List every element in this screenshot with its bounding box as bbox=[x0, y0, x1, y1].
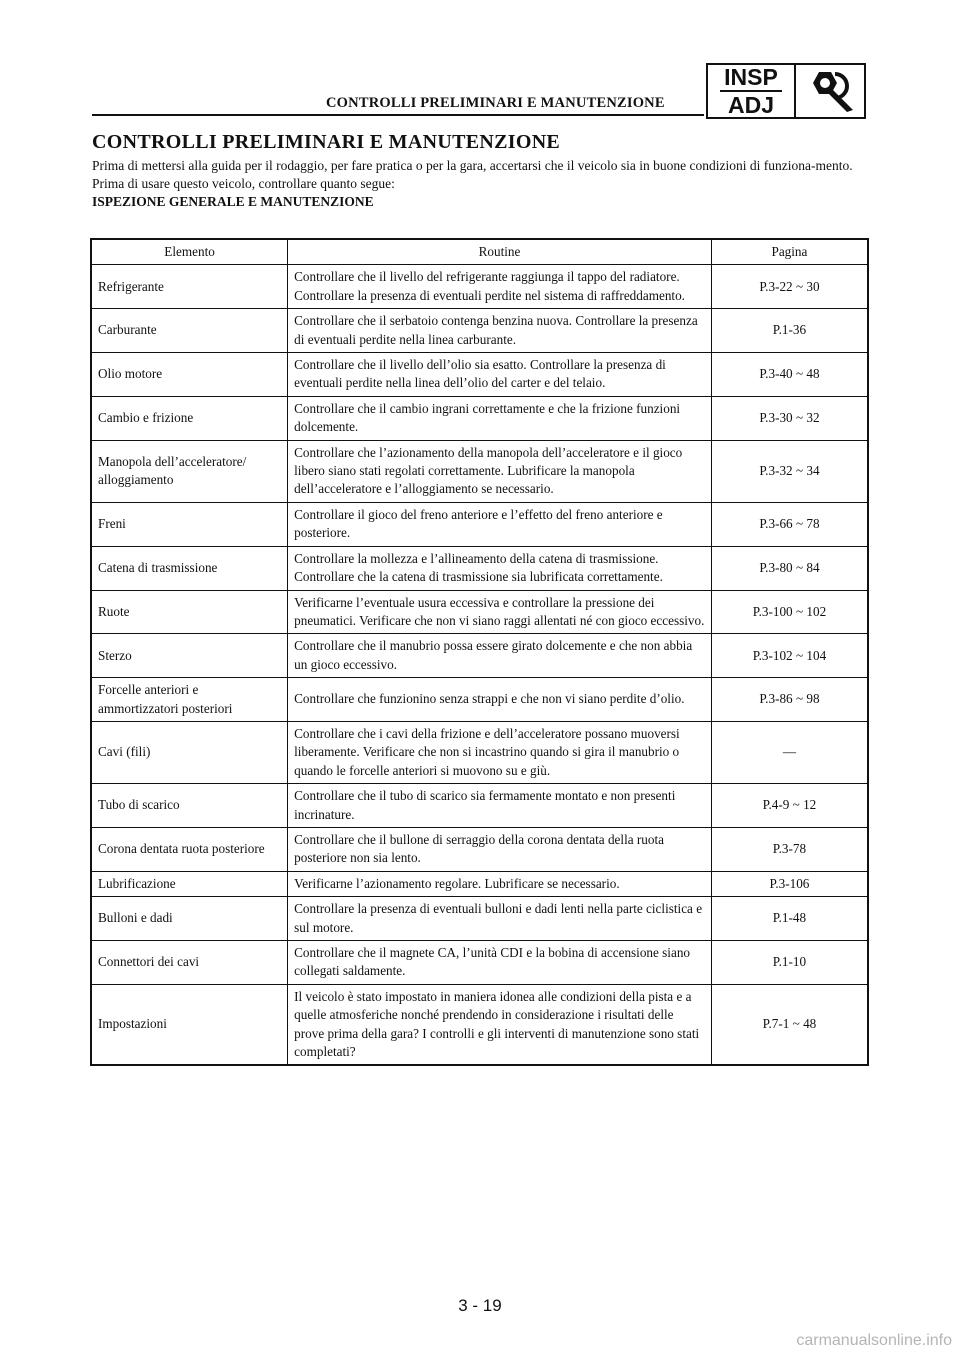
column-header-page: Pagina bbox=[711, 239, 868, 265]
cell-item: Carburante bbox=[91, 309, 288, 353]
header-rule bbox=[92, 114, 704, 116]
table-row bbox=[91, 353, 868, 397]
table-header-row bbox=[91, 239, 868, 265]
cell-page: — bbox=[711, 721, 868, 783]
cell-routine: Controllare che il magnete CA, l’unità CDI e la bobina di accensione siano collegati saldamente. bbox=[288, 941, 712, 985]
cell-page: P.3-100 ~ 102 bbox=[711, 590, 868, 634]
cell-routine: Controllare che i cavi della frizione e dell’acceleratore possano muoversi liberamente. Verificare che non si incastrino quando si gira il manubrio o quando le forcelle anteriori si muovono su e giù. bbox=[288, 721, 712, 783]
cell-item: Impostazioni bbox=[91, 984, 288, 1065]
cell-routine: Controllare che il bullone di serraggio della corona dentata della ruota posteriore non sia lento. bbox=[288, 827, 712, 871]
inspection-table bbox=[90, 238, 869, 1066]
cell-routine: Controllare che il livello del refrigerante raggiunga il tappo del radiatore. Controllare la presenza di eventuali perdite nel sistema di raffreddamento. bbox=[288, 265, 712, 309]
cell-page: P.3-30 ~ 32 bbox=[711, 396, 868, 440]
page-number: 3 - 19 bbox=[458, 1296, 502, 1315]
cell-page: P.3-80 ~ 84 bbox=[711, 546, 868, 590]
cell-page: P.3-66 ~ 78 bbox=[711, 502, 868, 546]
cell-page: P.3-86 ~ 98 bbox=[711, 678, 868, 722]
cell-routine: Verificarne l’azionamento regolare. Lubrificare se necessario. bbox=[288, 871, 712, 896]
table-row bbox=[91, 721, 868, 783]
table-row bbox=[91, 784, 868, 828]
cell-routine: Controllare che il cambio ingrani correttamente e che la frizione funzioni dolcemente. bbox=[288, 396, 712, 440]
cell-page: P.1-36 bbox=[711, 309, 868, 353]
table-row bbox=[91, 309, 868, 353]
cell-item: Connettori dei cavi bbox=[91, 941, 288, 985]
table-row bbox=[91, 396, 868, 440]
cell-item: Sterzo bbox=[91, 634, 288, 678]
table-row bbox=[91, 941, 868, 985]
cell-routine: Verificarne l’eventuale usura eccessiva e controllare la pressione dei pneumatici. Verificare che non vi siano raggi allentati né con gioco eccessivo. bbox=[288, 590, 712, 634]
cell-item: Tubo di scarico bbox=[91, 784, 288, 828]
cell-page: P.3-32 ~ 34 bbox=[711, 440, 868, 502]
cell-routine: Controllare la mollezza e l’allineamento della catena di trasmissione. Controllare che la catena di trasmissione sia lubrificata correttamente. bbox=[288, 546, 712, 590]
cell-item: Cambio e frizione bbox=[91, 396, 288, 440]
table-row bbox=[91, 590, 868, 634]
cell-item: Forcelle anteriori e ammortizzatori posteriori bbox=[91, 678, 288, 722]
cell-item: Catena di trasmissione bbox=[91, 546, 288, 590]
cell-item: Refrigerante bbox=[91, 265, 288, 309]
cell-item: Bulloni e dadi bbox=[91, 897, 288, 941]
table-row bbox=[91, 546, 868, 590]
cell-page: P.7-1 ~ 48 bbox=[711, 984, 868, 1065]
table-row bbox=[91, 984, 868, 1065]
cell-item: Lubrificazione bbox=[91, 871, 288, 896]
cell-page: P.3-106 bbox=[711, 871, 868, 896]
table-body bbox=[91, 265, 868, 1066]
cell-routine: Controllare il gioco del freno anteriore e l’effetto del freno anteriore e posteriore. bbox=[288, 502, 712, 546]
column-header-routine: Routine bbox=[288, 239, 712, 265]
insp-adj-badge bbox=[706, 63, 866, 119]
page-title: CONTROLLI PRELIMINARI E MANUTENZIONE bbox=[92, 131, 561, 153]
table-row bbox=[91, 827, 868, 871]
intro-paragraph-2: Prima di usare questo veicolo, controllare quanto segue: bbox=[92, 176, 395, 191]
badge-bottom-label: ADJ bbox=[727, 92, 774, 118]
table-row bbox=[91, 871, 868, 896]
intro-text bbox=[92, 157, 872, 211]
section-subheading: ISPEZIONE GENERALE E MANUTENZIONE bbox=[92, 194, 374, 209]
cell-item: Ruote bbox=[91, 590, 288, 634]
cell-page: P.1-48 bbox=[711, 897, 868, 941]
table-row bbox=[91, 634, 868, 678]
running-header-title: CONTROLLI PRELIMINARI E MANUTENZIONE bbox=[326, 95, 665, 111]
cell-item: Freni bbox=[91, 502, 288, 546]
cell-routine: Controllare che funzionino senza strappi e che non vi siano perdite d’olio. bbox=[288, 678, 712, 722]
wrench-nut-icon bbox=[796, 65, 864, 117]
cell-routine: Controllare la presenza di eventuali bulloni e dadi lenti nella parte ciclistica e sul motore. bbox=[288, 897, 712, 941]
cell-routine: Controllare che il serbatoio contenga benzina nuova. Controllare la presenza di eventuali perdite nella linea carburante. bbox=[288, 309, 712, 353]
cell-page: P.3-78 bbox=[711, 827, 868, 871]
cell-routine: Controllare che il livello dell’olio sia esatto. Controllare la presenza di eventuali perdite nella linea dell’olio del carter e del telaio. bbox=[288, 353, 712, 397]
table-row bbox=[91, 440, 868, 502]
cell-item: Cavi (fili) bbox=[91, 721, 288, 783]
badge-top-label: INSP bbox=[724, 64, 778, 90]
column-header-item: Elemento bbox=[91, 239, 288, 265]
table-row bbox=[91, 678, 868, 722]
cell-item: Olio motore bbox=[91, 353, 288, 397]
cell-item: Corona dentata ruota posteriore bbox=[91, 827, 288, 871]
cell-routine: Il veicolo è stato impostato in maniera idonea alle condizioni della pista e a quelle atmosferiche nonché prendendo in considerazione i risultati delle prove prima della gara? I controlli e gli interventi di manutenzione sono stati completati? bbox=[288, 984, 712, 1065]
table-row bbox=[91, 502, 868, 546]
watermark: carmanualsonline.info bbox=[796, 1332, 952, 1349]
table-row bbox=[91, 265, 868, 309]
cell-page: P.3-40 ~ 48 bbox=[711, 353, 868, 397]
cell-page: P.3-22 ~ 30 bbox=[711, 265, 868, 309]
cell-page: P.4-9 ~ 12 bbox=[711, 784, 868, 828]
cell-page: P.3-102 ~ 104 bbox=[711, 634, 868, 678]
cell-page: P.1-10 bbox=[711, 941, 868, 985]
table-row bbox=[91, 897, 868, 941]
cell-routine: Controllare che il manubrio possa essere girato dolcemente e che non abbia un gioco eccessivo. bbox=[288, 634, 712, 678]
intro-paragraph-1: Prima di mettersi alla guida per il rodaggio, per fare pratica o per la gara, accertarsi che il veicolo sia in buone condizioni di funziona-mento. bbox=[92, 158, 853, 173]
cell-routine: Controllare che il tubo di scarico sia fermamente montato e non presenti incrinature. bbox=[288, 784, 712, 828]
cell-routine: Controllare che l’azionamento della manopola dell’acceleratore e il gioco libero siano stati regolati correttamente. Lubrificare la manopola dell’acceleratore e l’alloggiamento se necessario. bbox=[288, 440, 712, 502]
cell-item: Manopola dell’acceleratore/ alloggiamento bbox=[91, 440, 288, 502]
badge-label bbox=[708, 65, 796, 117]
